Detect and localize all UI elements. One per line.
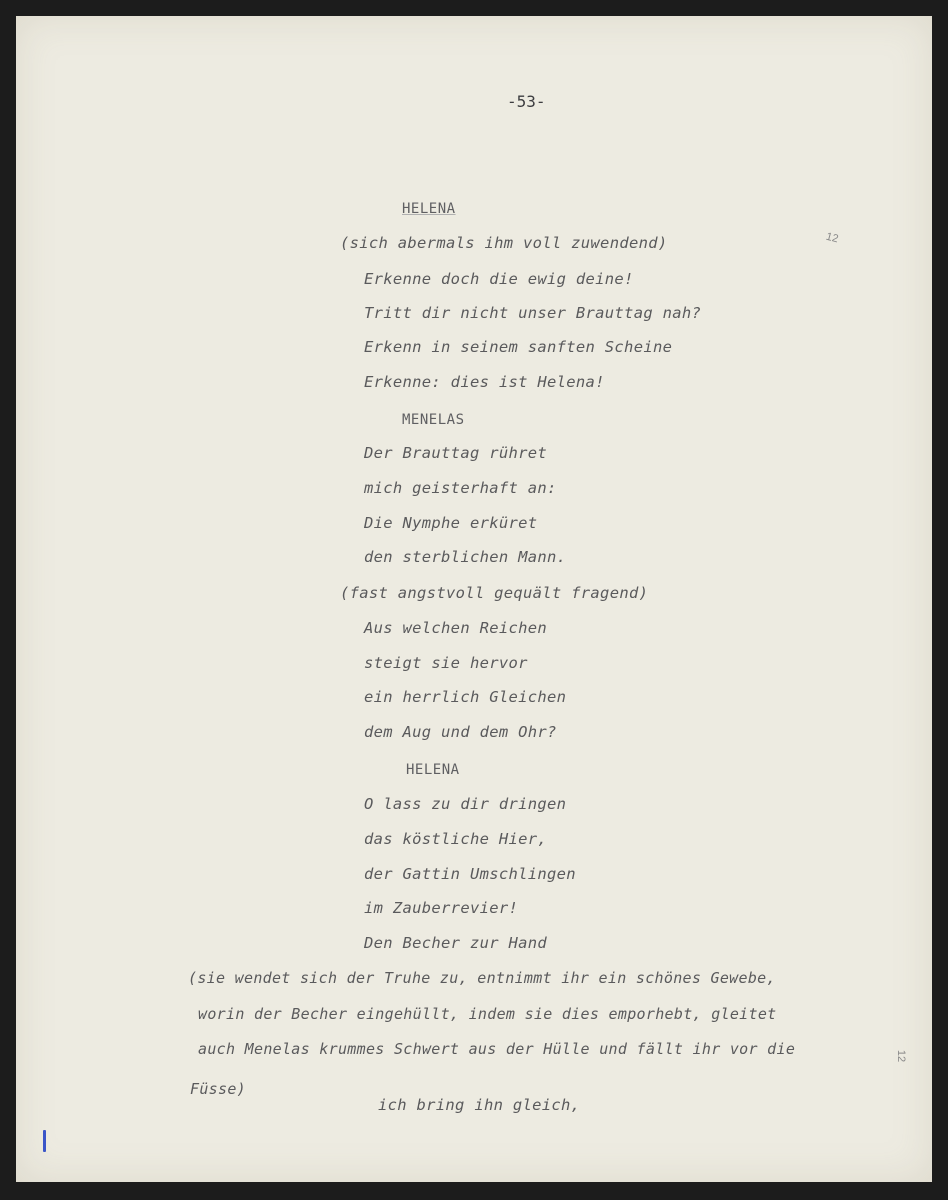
verse-line: das köstliche Hier, (364, 830, 548, 848)
verse-line: dem Aug und dem Ohr? (364, 723, 557, 741)
verse-line: im Zauberrevier! (364, 899, 519, 917)
blue-pencil-mark (43, 1130, 46, 1152)
speaker-menelas: MENELAS (402, 412, 465, 428)
verse-line: O lass zu dir dringen (364, 795, 567, 813)
stage-direction-paragraph: (sie wendet sich der Truhe zu, entnimmt ihr ein schönes Gewebe, (188, 969, 776, 987)
verse-line: den sterblichen Mann. (364, 548, 567, 566)
speaker-helena: HELENA (402, 201, 456, 217)
verse-line: ich bring ihn gleich, (378, 1096, 581, 1114)
page-number: -53- (507, 92, 546, 111)
speaker-helena: HELENA (406, 762, 460, 778)
verse-line: Aus welchen Reichen (364, 619, 548, 637)
verse-line: Erkenn in seinem sanften Scheine (364, 338, 673, 356)
margin-note-top: 12 (824, 230, 840, 246)
stage-direction: (sich abermals ihm voll zuwendend) (340, 234, 668, 252)
verse-line: Die Nymphe erküret (364, 514, 538, 532)
verse-line: Den Becher zur Hand (364, 934, 548, 952)
verse-line: Erkenne doch die ewig deine! (364, 270, 634, 288)
verse-line: Der Brauttag rühret (364, 444, 548, 462)
verse-line: steigt sie hervor (364, 654, 528, 672)
stage-direction-paragraph: Füsse) (190, 1080, 246, 1098)
verse-line: Tritt dir nicht unser Brauttag nah? (364, 304, 702, 322)
verse-line: der Gattin Umschlingen (364, 865, 576, 883)
verse-line: ein herrlich Gleichen (364, 688, 567, 706)
margin-note-right: 12 (895, 1049, 908, 1063)
verse-line: mich geisterhaft an: (364, 479, 557, 497)
verse-line: Erkenne: dies ist Helena! (364, 373, 605, 391)
stage-direction: (fast angstvoll gequält fragend) (340, 584, 649, 602)
stage-direction-paragraph: worin der Becher eingehüllt, indem sie dies emporhebt, gleitet (198, 1005, 777, 1023)
stage-direction-paragraph: auch Menelas krummes Schwert aus der Hülle und fällt ihr vor die (198, 1040, 796, 1058)
